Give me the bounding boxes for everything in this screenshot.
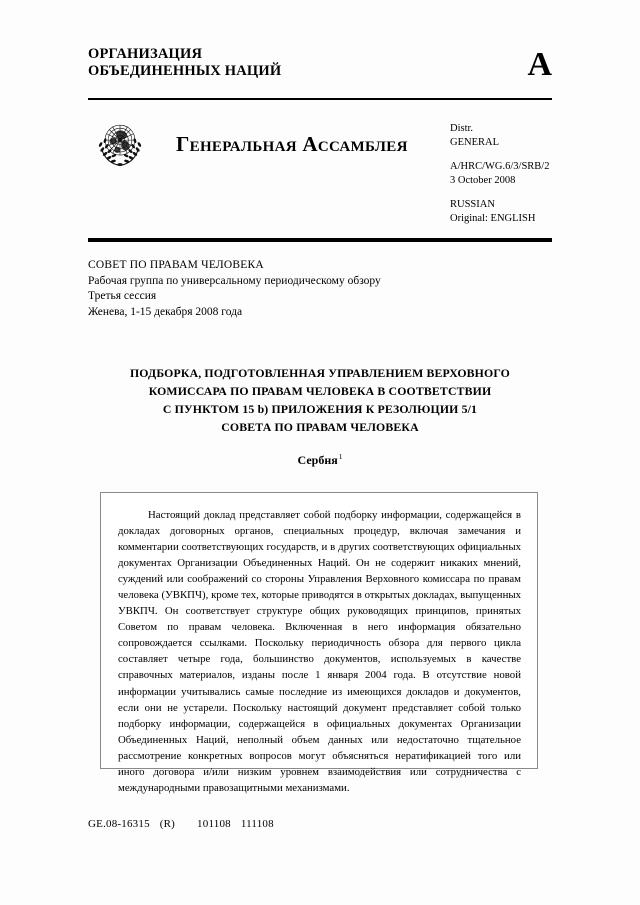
document-letter: A — [527, 46, 552, 83]
distribution-group — [450, 122, 549, 149]
organization-line-1: ОРГАНИЗАЦИЯ — [88, 46, 203, 62]
country-name: Сербня — [297, 453, 338, 467]
abstract-box — [100, 492, 538, 794]
general-assembly-band — [88, 116, 552, 228]
masthead — [88, 46, 552, 83]
country-heading — [88, 452, 552, 468]
distr-value: GENERAL — [450, 136, 499, 148]
distr-label: Distr. — [450, 123, 474, 134]
page-title — [88, 364, 552, 436]
original-language: Original: ENGLISH — [450, 212, 536, 224]
organization-line-2: ОБЪЕДИНЕННЫХ НАЦИЙ — [88, 63, 282, 79]
footer-date-code-1: 101108 — [197, 818, 231, 830]
general-assembly-title: Генеральная Ассамблея — [176, 132, 408, 156]
council-session: Третья сессия — [88, 290, 157, 302]
header-divider-rule — [88, 98, 552, 100]
title-line-1: ПОДБОРКА, ПОДГОТОВЛЕННАЯ УПРАВЛЕНИЕМ ВЕРХОВНОГО — [129, 366, 511, 380]
un-emblem-icon — [92, 118, 148, 170]
council-block — [88, 258, 381, 320]
footer-date-code-2: 111108 — [240, 818, 274, 830]
council-working-group: Рабочая группа по универсальному периодическому обзору — [88, 274, 381, 287]
language-group — [450, 198, 549, 225]
symbol-group — [450, 160, 549, 187]
document-symbol: A/HRC/WG.6/3/SRB/2 — [450, 161, 550, 172]
footer-language-code: (R) — [159, 818, 176, 830]
abstract-paragraph — [101, 493, 537, 806]
council-name: СОВЕТ ПО ПРАВАМ ЧЕЛОВЕКА — [88, 259, 264, 271]
title-line-3: С ПУНКТОМ 15 b) ПРИЛОЖЕНИЯ К РЕЗОЛЮЦИИ 5/1 — [162, 402, 478, 416]
footer — [88, 818, 274, 830]
country-footnote-marker: 1 — [338, 452, 343, 461]
footer-job-number: GE.08-16315 — [88, 818, 150, 830]
document-language: RUSSIAN — [450, 199, 495, 210]
distribution-block — [450, 122, 549, 225]
organization-name — [88, 46, 552, 83]
abstract-body: Настоящий доклад представляет собой подборку информации, содержащейся в докладах договорных органов, специальных процедур, включая замечания и комментарии соответствующих государств, и в других соответствующих официальных документах Организации Объединенных Наций. Он не содержит никаких мнений, суждений или соображений со стороны Управления Верховного комиссара по правам человека (УВКПЧ), кроме тех, которые приводятся в открытых докладах, выпущенных УВКПЧ. Он соответствует структуре общих руководящих принципов, принятых Советом по правам человека. Включенная в него информация обязательно сопровождается ссылками. Поскольку периодичность обзора для первого цикла составляет четыре года, большинство документов, используемых в качестве справочных материалов, изданы после 1 января 2004 года. В отсутствие новой информации учитывались самые последние из имеющихся докладов и документов, если они не устарели. Поскольку настоящий документ представляет собой только подборку информации, содержащейся в официальных документах Организации Объединенных Наций, неполный объем данных или недостаточно тщательное рассмотрение конкретных вопросов могут объясняться нератификацией того или иного договора и/или низким уровнем взаимодействия или сотрудничества с международными правозащитными механизмами. — [118, 509, 521, 794]
document-date: 3 October 2008 — [450, 174, 516, 186]
title-line-2: КОМИССАРА ПО ПРАВАМ ЧЕЛОВЕКА В СООТВЕТСТВИИ — [148, 384, 492, 398]
masthead-bottom-rule — [88, 238, 552, 242]
title-line-4: СОВЕТА ПО ПРАВАМ ЧЕЛОВЕКА — [221, 420, 419, 434]
council-venue-dates: Женева, 1-15 декабря 2008 года — [88, 305, 243, 318]
